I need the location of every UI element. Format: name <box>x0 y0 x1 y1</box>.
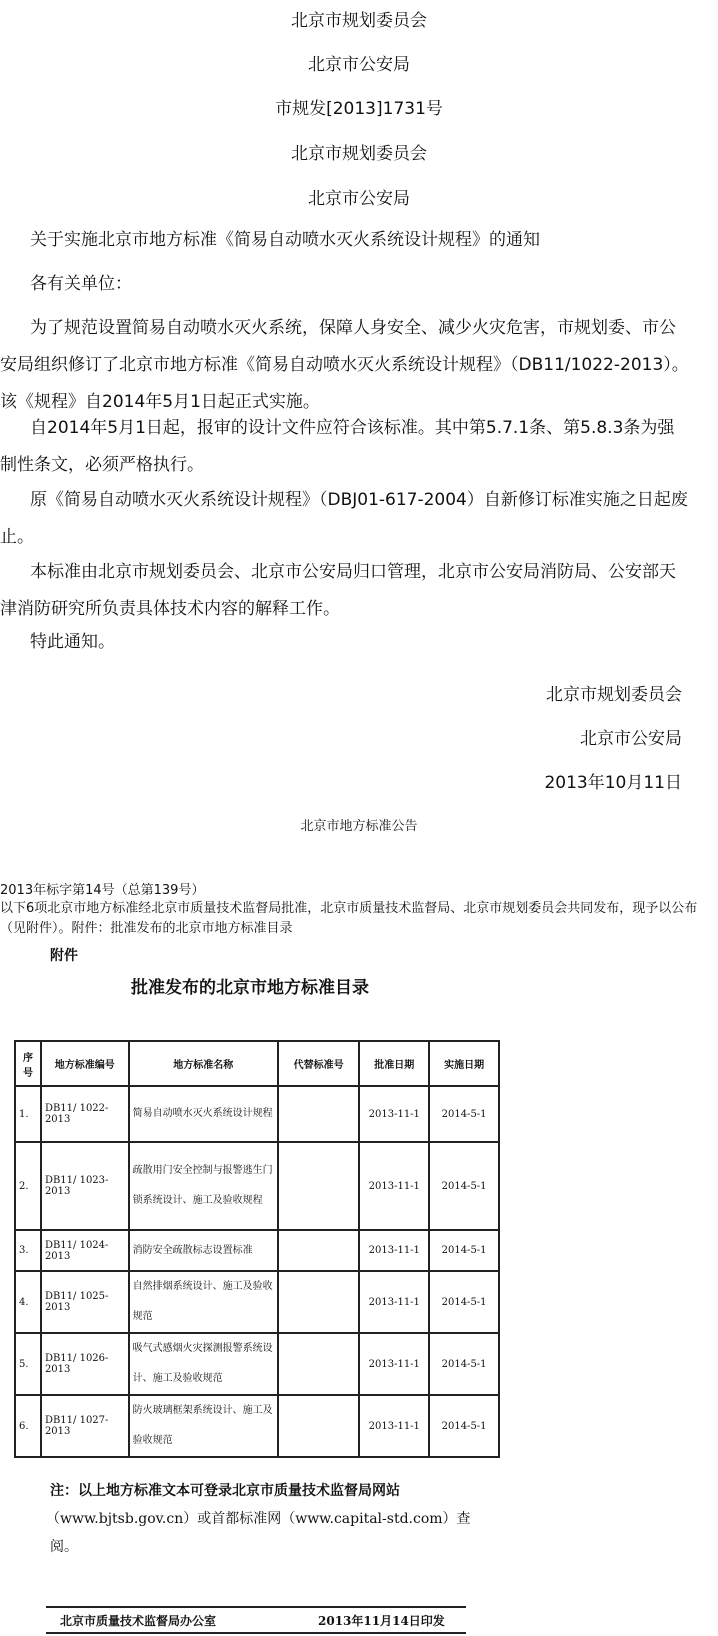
footer-office: 北京市质量技术监督局办公室 <box>60 1614 217 1628</box>
table-row <box>15 1230 499 1271</box>
note-line-3: 阅。 <box>50 1539 78 1555</box>
header-name: 地方标准名称 <box>129 1041 278 1086</box>
header-effective-date: 实施日期 <box>429 1041 499 1086</box>
row-code: DB11/ 1026-2013 <box>41 1333 129 1395</box>
paragraph-4: 本标准由北京市规划委员会、北京市公安局归口管理，北京市公安局消防局、公安部天津消防研究所负责具体技术内容的解释工作。 <box>0 562 676 619</box>
attachment-label: 附件 <box>50 948 78 964</box>
issuer-line-4: 北京市公安局 <box>308 189 410 209</box>
row-replaced <box>278 1271 360 1333</box>
issuer-line-1: 北京市规划委员会 <box>291 11 427 31</box>
row-seq: 6. <box>15 1395 41 1457</box>
row-seq: 5. <box>15 1333 41 1395</box>
signature-1: 北京市规划委员会 <box>546 685 682 705</box>
header-replaced: 代替标准号 <box>278 1041 360 1086</box>
issuer-line-3: 北京市规划委员会 <box>291 144 427 164</box>
row-effective-date: 2014-5-1 <box>429 1230 499 1271</box>
row-replaced <box>278 1142 360 1230</box>
table-header-row <box>15 1041 499 1086</box>
row-effective-date: 2014-5-1 <box>429 1395 499 1457</box>
row-code: DB11/ 1027-2013 <box>41 1395 129 1457</box>
closing-line: 特此通知。 <box>30 632 115 652</box>
row-replaced <box>278 1395 360 1457</box>
row-approve-date: 2013-11-1 <box>359 1395 429 1457</box>
row-replaced <box>278 1086 360 1142</box>
salutation: 各有关单位： <box>30 274 132 294</box>
row-approve-date: 2013-11-1 <box>359 1333 429 1395</box>
row-effective-date: 2014-5-1 <box>429 1333 499 1395</box>
row-code: DB11/ 1025-2013 <box>41 1271 129 1333</box>
note-line-1: 注：以上地方标准文本可登录北京市质量技术监督局网站 <box>50 1483 400 1499</box>
row-name: 吸气式感烟火灾探测报警系统设计、施工及验收规范 <box>129 1333 278 1395</box>
row-name: 简易自动喷水灭火系统设计规程 <box>129 1086 278 1142</box>
announcement-body: 以下6项北京市地方标准经北京市质量技术监督局批准，北京市质量技术监督局、北京市规划委员会共同发布，现予以公布（见附件）。附件：批准发布的北京市地方标准目录 <box>0 901 698 936</box>
row-approve-date: 2013-11-1 <box>359 1230 429 1271</box>
row-seq: 1. <box>15 1086 41 1142</box>
paragraph-2: 自2014年5月1日起，报审的设计文件应符合该标准。其中第5.7.1条、第5.8.3条为强制性条文，必须严格执行。 <box>0 418 675 475</box>
row-code: DB11/ 1022-2013 <box>41 1086 129 1142</box>
catalog-title: 批准发布的北京市地方标准目录 <box>131 978 369 998</box>
header-approve-date: 批准日期 <box>359 1041 429 1086</box>
paragraph-1: 为了规范设置简易自动喷水灭火系统，保障人身安全、减少火灾危害，市规划委、市公安局组织修订了北京市地方标准《简易自动喷水灭火系统设计规程》（DB11/1022-2013）。该《规程》自2014年5月1日起正式实施。 <box>0 318 689 412</box>
row-replaced <box>278 1230 360 1271</box>
row-effective-date: 2014-5-1 <box>429 1086 499 1142</box>
row-approve-date: 2013-11-1 <box>359 1086 429 1142</box>
announcement-number: 2013年标字第14号（总第139号） <box>0 883 205 898</box>
table-row <box>15 1333 499 1395</box>
row-approve-date: 2013-11-1 <box>359 1271 429 1333</box>
header-seq: 序号 <box>15 1041 41 1086</box>
row-name: 消防安全疏散标志设置标准 <box>129 1230 278 1271</box>
document-number: 市规发[2013]1731号 <box>275 99 443 119</box>
paragraph-3: 原《简易自动喷水灭火系统设计规程》（DBJ01-617-2004）自新修订标准实施之日起废止。 <box>0 490 688 547</box>
table-row <box>15 1142 499 1230</box>
row-seq: 3. <box>15 1230 41 1271</box>
row-replaced <box>278 1333 360 1395</box>
footer-top-rule <box>46 1606 466 1608</box>
standards-catalog-table <box>14 1040 500 1458</box>
row-name: 防火玻璃框架系统设计、施工及验收规范 <box>129 1395 278 1457</box>
table-row <box>15 1271 499 1333</box>
row-code: DB11/ 1023-2013 <box>41 1142 129 1230</box>
row-code: DB11/ 1024-2013 <box>41 1230 129 1271</box>
signature-2: 北京市公安局 <box>580 729 682 749</box>
row-name: 自然排烟系统设计、施工及验收规范 <box>129 1271 278 1333</box>
row-seq: 4. <box>15 1271 41 1333</box>
issuer-line-2: 北京市公安局 <box>308 55 410 75</box>
footer-date: 2013年11月14日印发 <box>318 1614 445 1628</box>
row-seq: 2. <box>15 1142 41 1230</box>
row-name: 疏散用门安全控制与报警逃生门锁系统设计、施工及验收规程 <box>129 1142 278 1230</box>
announcement-title: 北京市地方标准公告 <box>300 819 418 834</box>
notice-title: 关于实施北京市地方标准《简易自动喷水灭火系统设计规程》的通知 <box>30 230 540 250</box>
note-line-2: （www.bjtsb.gov.cn）或首都标准网（www.capital-std.com）查 <box>46 1511 471 1527</box>
row-effective-date: 2014-5-1 <box>429 1271 499 1333</box>
row-effective-date: 2014-5-1 <box>429 1142 499 1230</box>
table-row <box>15 1395 499 1457</box>
footer-bottom-rule <box>46 1632 466 1634</box>
notice-date: 2013年10月11日 <box>544 773 682 793</box>
header-code: 地方标准编号 <box>41 1041 129 1086</box>
row-approve-date: 2013-11-1 <box>359 1142 429 1230</box>
table-row <box>15 1086 499 1142</box>
